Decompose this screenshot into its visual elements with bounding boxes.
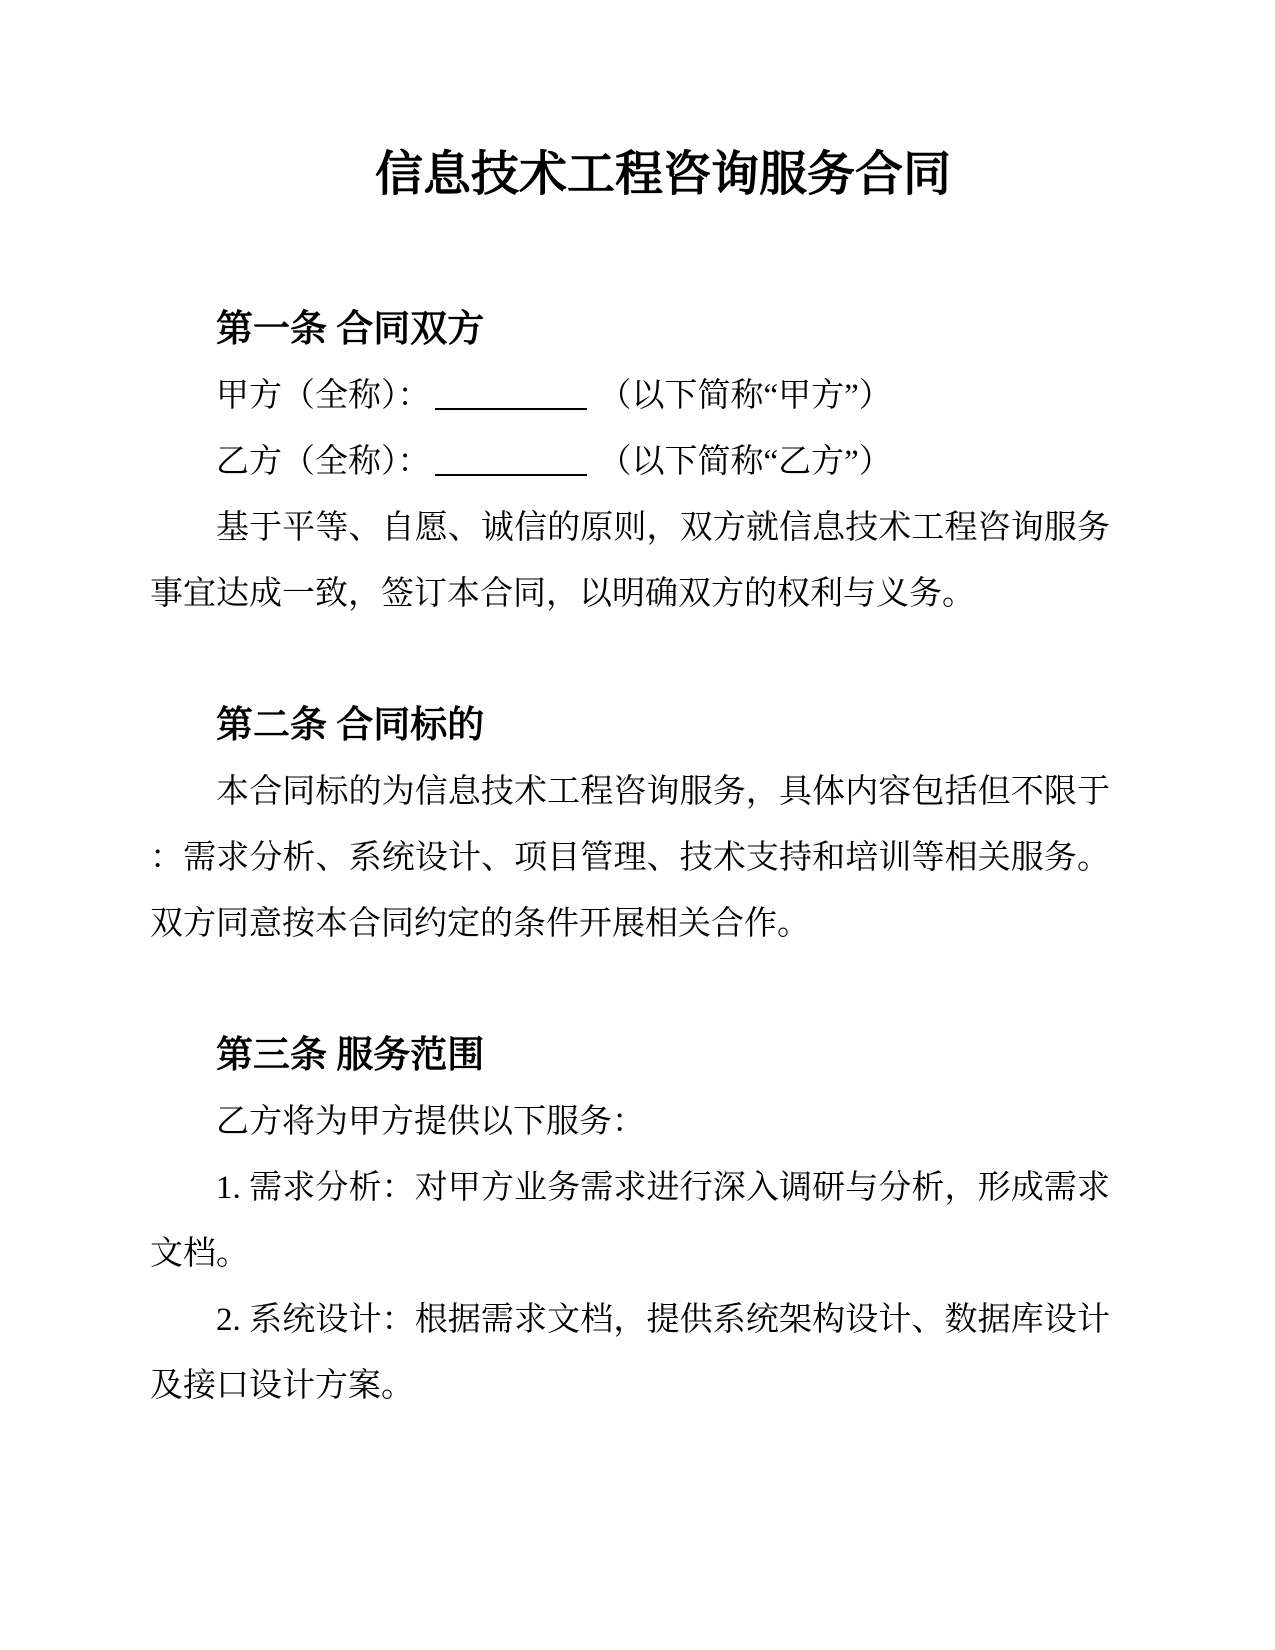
paragraph — [150, 1287, 1110, 1419]
fill-blank-field — [435, 378, 587, 410]
text-line: 2. 系统设计：根据需求文档，提供系统架构设计、数据库设计 — [216, 1302, 1110, 1338]
fill-line — [150, 363, 1110, 429]
fill-prefix: 甲方（全称）： — [216, 378, 431, 414]
text-line: 及接口设计方案。 — [150, 1368, 414, 1404]
fill-line — [150, 429, 1110, 495]
section-heading: 第三条 服务范围 — [216, 1035, 485, 1076]
paragraph — [150, 1089, 1110, 1155]
text-line: 1. 需求分析：对甲方业务需求进行深入调研与分析，形成需求 — [216, 1170, 1110, 1206]
document-title: 信息技术工程咨询服务合同 — [374, 148, 951, 201]
paragraph — [150, 759, 1110, 957]
fill-suffix: （以下简称“甲方”） — [598, 378, 892, 414]
section — [150, 1023, 1110, 1419]
document-body — [150, 297, 1110, 1419]
section — [150, 297, 1110, 627]
paragraph — [150, 495, 1110, 627]
section-heading: 第一条 合同双方 — [216, 309, 485, 350]
fill-blank-field — [435, 444, 587, 476]
text-line: ：需求分析、系统设计、项目管理、技术支持和培训等相关服务。 — [150, 840, 1110, 876]
text-line: 本合同标的为信息技术工程咨询服务，具体内容包括但不限于 — [216, 774, 1110, 810]
fill-prefix: 乙方（全称）： — [216, 444, 431, 480]
section — [150, 693, 1110, 957]
text-line: 事宜达成一致，签订本合同，以明确双方的权利与义务。 — [150, 576, 975, 612]
text-line: 文档。 — [150, 1236, 249, 1272]
text-line: 乙方将为甲方提供以下服务： — [216, 1104, 645, 1140]
section-heading: 第二条 合同标的 — [216, 705, 485, 746]
text-line: 基于平等、自愿、诚信的原则，双方就信息技术工程咨询服务 — [216, 510, 1110, 546]
fill-suffix: （以下简称“乙方”） — [598, 444, 892, 480]
paragraph — [150, 1155, 1110, 1287]
text-line: 双方同意按本合同约定的条件开展相关合作。 — [150, 906, 810, 942]
